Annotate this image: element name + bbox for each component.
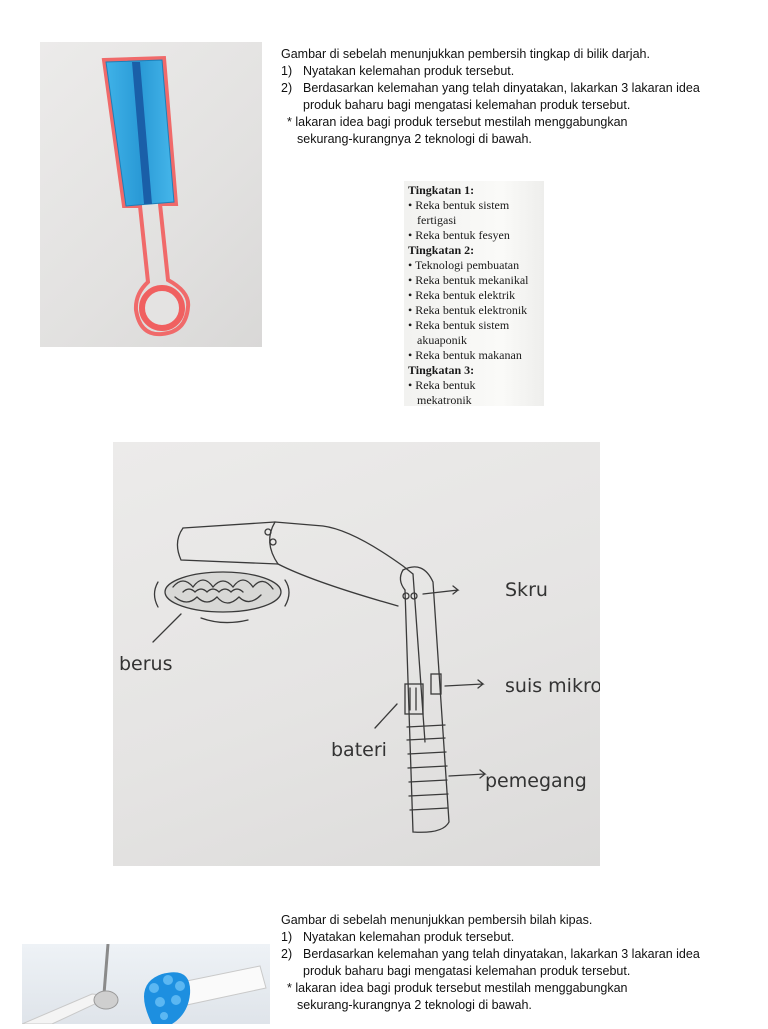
question-2-note: * lakaran idea bagi produk tersebut mestilah menggabungkan <box>287 981 628 995</box>
level-3-heading: Tingkatan 3: <box>408 363 475 377</box>
question-1-text <box>281 46 751 148</box>
fan-cleaner-illustration <box>22 944 270 1024</box>
level-2-item: • Reka bentuk sistem <box>408 318 510 332</box>
question-2-item-1: 1) Nyatakan kelemahan produk tersebut. <box>281 930 515 944</box>
label-pemegang: pemegang <box>485 770 587 792</box>
question-2-text <box>281 912 751 1014</box>
level-2-item: • Teknologi pembuatan <box>408 258 520 272</box>
window-cleaner-illustration <box>40 42 262 347</box>
question-1-intro: Gambar di sebelah menunjukkan pembersih tingkap di bilik darjah. <box>281 47 650 61</box>
level-1-heading: Tingkatan 1: <box>408 183 475 197</box>
label-suis-mikro: suis mikro <box>505 675 600 697</box>
level-3-item: mekatronik <box>417 393 472 407</box>
label-bateri: bateri <box>331 739 387 761</box>
level-1-item: fertigasi <box>417 213 457 227</box>
label-berus: berus <box>119 653 173 675</box>
question-1-item-2-cont: produk baharu bagi mengatasi kelemahan produk tersebut. <box>303 98 631 112</box>
level-2-item: • Reka bentuk elektrik <box>408 288 516 302</box>
question-1-item-1: 1) Nyatakan kelemahan produk tersebut. <box>281 64 515 78</box>
question-2-item-2: 2) Berdasarkan kelemahan yang telah dinyatakan, lakarkan 3 lakaran idea <box>281 947 700 961</box>
question-1-note-cont: sekurang-kurangnya 2 teknologi di bawah. <box>297 132 532 146</box>
fan-cleaner-photo <box>22 944 270 1024</box>
level-2-item: • Reka bentuk makanan <box>408 348 522 362</box>
question-2-intro: Gambar di sebelah menunjukkan pembersih bilah kipas. <box>281 913 593 927</box>
window-cleaner-photo <box>40 42 262 347</box>
level-2-heading: Tingkatan 2: <box>408 243 475 257</box>
level-2-item: • Reka bentuk elektronik <box>408 303 528 317</box>
question-2-item-2-cont: produk baharu bagi mengatasi kelemahan produk tersebut. <box>303 964 631 978</box>
question-2-note-cont: sekurang-kurangnya 2 teknologi di bawah. <box>297 998 532 1012</box>
cleaner-sketch <box>113 442 600 866</box>
question-1-item-2: 2) Berdasarkan kelemahan yang telah dinyatakan, lakarkan 3 lakaran idea <box>281 81 700 95</box>
level-1-item: • Reka bentuk fesyen <box>408 228 510 242</box>
question-1-note: * lakaran idea bagi produk tersebut mestilah menggabungkan <box>287 115 628 129</box>
level-2-item: • Reka bentuk mekanikal <box>408 273 529 287</box>
technology-levels-list <box>404 181 544 406</box>
level-2-item: akuaponik <box>417 333 467 347</box>
label-skru: Skru <box>505 579 548 601</box>
level-1-item: • Reka bentuk sistem <box>408 198 510 212</box>
level-3-item: • Reka bentuk <box>408 378 476 392</box>
sketch-photo <box>113 442 600 866</box>
